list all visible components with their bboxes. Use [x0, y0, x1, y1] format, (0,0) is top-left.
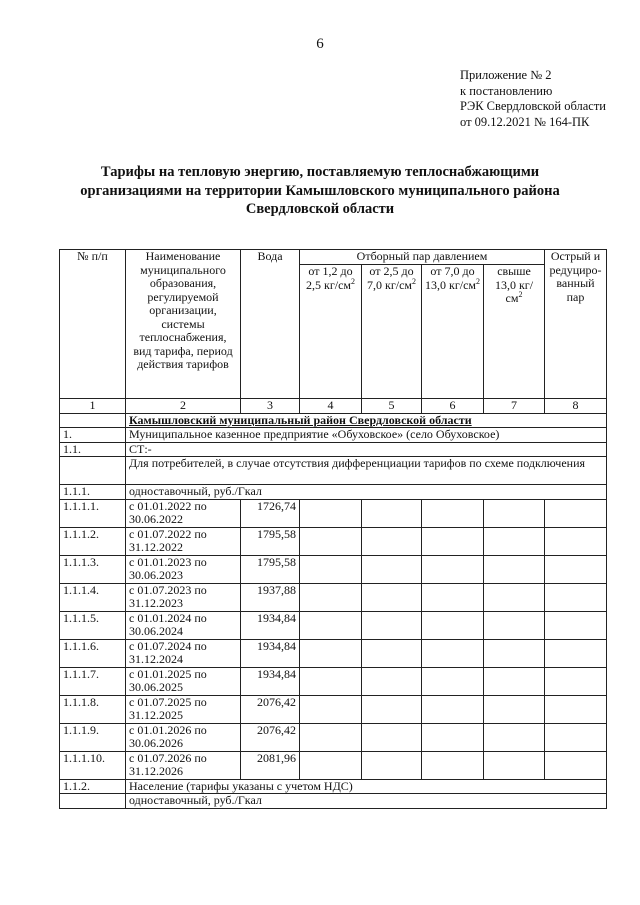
appendix-line: Приложение № 2 — [460, 68, 552, 82]
steam-tariff-2 — [362, 527, 422, 555]
steam-tariff-1 — [300, 639, 362, 667]
population-tariff-row — [60, 794, 607, 809]
org-name: Муниципальное казенное предприятие «Обуховское» (село Обуховское) — [126, 428, 607, 443]
period-row — [60, 555, 607, 583]
steam-tariff-1 — [300, 751, 362, 779]
period-row — [60, 639, 607, 667]
column-number-row — [60, 399, 607, 414]
water-tariff: 1795,58 — [241, 555, 300, 583]
period-range: с 01.01.2022 по 30.06.2022 — [126, 499, 241, 527]
sharp-steam-tariff — [545, 723, 607, 751]
title-line: Тарифы на тепловую энергию, поставляемую теплоснабжающими — [100, 164, 540, 180]
water-tariff: 1795,58 — [241, 527, 300, 555]
period-range: с 01.01.2024 по 30.06.2024 — [126, 611, 241, 639]
steam-tariff-3 — [422, 611, 484, 639]
header-pressure-2: от 2,5 до 7,0 $кг/см^2$ — [362, 265, 422, 399]
period-range: с 01.07.2024 по 31.12.2024 — [126, 639, 241, 667]
steam-tariff-3 — [422, 555, 484, 583]
period-range: с 01.07.2025 по 31.12.2025 — [126, 695, 241, 723]
population-name: Население (тарифы указаны с учетом НДС) — [126, 779, 607, 794]
consumers-text: Для потребителей, в случае отсутствия дифференциации тарифов по схеме подключения — [126, 457, 607, 485]
tariff-type-num: 1.1.1. — [60, 485, 126, 500]
steam-tariff-4 — [484, 499, 545, 527]
steam-tariff-4 — [484, 639, 545, 667]
steam-tariff-2 — [362, 499, 422, 527]
water-tariff: 1937,88 — [241, 583, 300, 611]
appendix-line: РЭК Свердловской области — [460, 99, 606, 113]
appendix-line: к постановлению — [460, 83, 553, 98]
sharp-steam-tariff — [545, 667, 607, 695]
appendix-block — [460, 68, 606, 130]
water-tariff: 1934,84 — [241, 667, 300, 695]
steam-tariff-1 — [300, 555, 362, 583]
period-num: 1.1.1.9. — [60, 723, 126, 751]
header-sharp-steam: Острый и редуциро-ванный пар — [545, 250, 607, 399]
period-range: с 01.01.2026 по 30.06.2026 — [126, 723, 241, 751]
header-num: № п/п — [60, 250, 126, 399]
steam-tariff-2 — [362, 751, 422, 779]
tariff-type-row — [60, 485, 607, 500]
header-steam-group: Отборный пар давлением — [300, 250, 545, 265]
water-tariff: 1934,84 — [241, 611, 300, 639]
period-num: 1.1.1.8. — [60, 695, 126, 723]
period-row — [60, 751, 607, 779]
period-range: с 01.07.2023 по 31.12.2023 — [126, 583, 241, 611]
col-number: 4 — [300, 399, 362, 414]
col-number: 6 — [422, 399, 484, 414]
steam-tariff-1 — [300, 527, 362, 555]
water-tariff: 2076,42 — [241, 723, 300, 751]
steam-tariff-3 — [422, 499, 484, 527]
steam-tariff-1 — [300, 695, 362, 723]
header-name: Наименование муниципального образования, регулируемой организации, системы теплоснабжения, вид тарифа, период действия тарифов — [126, 250, 241, 399]
period-row — [60, 499, 607, 527]
steam-tariff-1 — [300, 611, 362, 639]
period-num: 1.1.1.1. — [60, 499, 126, 527]
steam-tariff-1 — [300, 667, 362, 695]
period-range: с 01.07.2022 по 31.12.2022 — [126, 527, 241, 555]
region-row — [60, 413, 607, 428]
steam-tariff-2 — [362, 583, 422, 611]
steam-tariff-1 — [300, 583, 362, 611]
period-num: 1.1.1.7. — [60, 667, 126, 695]
period-row — [60, 583, 607, 611]
header-row — [60, 250, 607, 265]
sharp-steam-tariff — [545, 611, 607, 639]
water-tariff: 2081,96 — [241, 751, 300, 779]
water-tariff: 2076,42 — [241, 695, 300, 723]
steam-tariff-3 — [422, 667, 484, 695]
org-num: 1. — [60, 428, 126, 443]
steam-tariff-4 — [484, 555, 545, 583]
period-num: 1.1.1.6. — [60, 639, 126, 667]
steam-tariff-4 — [484, 667, 545, 695]
period-num: 1.1.1.10. — [60, 751, 126, 779]
col-number: 3 — [241, 399, 300, 414]
page-number: 6 — [316, 36, 324, 52]
col-number: 8 — [545, 399, 607, 414]
col-number: 5 — [362, 399, 422, 414]
period-row — [60, 667, 607, 695]
col-number: 7 — [484, 399, 545, 414]
title-line: Свердловской области — [245, 201, 395, 217]
steam-tariff-4 — [484, 751, 545, 779]
col-number: 1 — [60, 399, 126, 414]
steam-tariff-2 — [362, 639, 422, 667]
population-tariff-name: одноставочный, руб./Гкал — [126, 794, 607, 809]
period-num: 1.1.1.4. — [60, 583, 126, 611]
steam-tariff-3 — [422, 751, 484, 779]
period-range: с 01.01.2023 по 30.06.2023 — [126, 555, 241, 583]
sharp-steam-tariff — [545, 695, 607, 723]
region-num — [60, 413, 126, 428]
steam-tariff-2 — [362, 667, 422, 695]
steam-tariff-2 — [362, 695, 422, 723]
tariff-type-name: одноставочный, руб./Гкал — [126, 485, 607, 500]
steam-tariff-4 — [484, 583, 545, 611]
period-row — [60, 695, 607, 723]
document-title — [70, 163, 570, 219]
region-name: Камышловский муниципальный район Свердловской области — [126, 413, 607, 428]
steam-tariff-4 — [484, 695, 545, 723]
system-row — [60, 442, 607, 457]
steam-tariff-3 — [422, 583, 484, 611]
steam-tariff-4 — [484, 723, 545, 751]
steam-tariff-2 — [362, 611, 422, 639]
population-row — [60, 779, 607, 794]
steam-tariff-3 — [422, 639, 484, 667]
steam-tariff-2 — [362, 555, 422, 583]
population-tariff-num — [60, 794, 126, 809]
period-range: с 01.07.2026 по 31.12.2026 — [126, 751, 241, 779]
sharp-steam-tariff — [545, 751, 607, 779]
period-num: 1.1.1.2. — [60, 527, 126, 555]
consumers-num — [60, 457, 126, 485]
header-pressure-4: свыше 13,0 $кг/см^2$ — [484, 265, 545, 399]
water-tariff: 1726,74 — [241, 499, 300, 527]
header-pressure-1: от 1,2 до 2,5 $кг/см^2$ — [300, 265, 362, 399]
sharp-steam-tariff — [545, 639, 607, 667]
period-range: с 01.01.2025 по 30.06.2025 — [126, 667, 241, 695]
period-num: 1.1.1.5. — [60, 611, 126, 639]
consumers-row — [60, 457, 607, 485]
period-row — [60, 527, 607, 555]
header-pressure-3: от 7,0 до 13,0 $кг/см^2$ — [422, 265, 484, 399]
steam-tariff-2 — [362, 723, 422, 751]
population-num: 1.1.2. — [60, 779, 126, 794]
system-name: СТ:- — [126, 442, 607, 457]
steam-tariff-1 — [300, 723, 362, 751]
sharp-steam-tariff — [545, 583, 607, 611]
water-tariff: 1934,84 — [241, 639, 300, 667]
sharp-steam-tariff — [545, 555, 607, 583]
period-row — [60, 611, 607, 639]
header-water: Вода — [241, 250, 300, 399]
steam-tariff-3 — [422, 723, 484, 751]
title-line: организациями на территории Камышловского муниципального района — [80, 182, 560, 199]
sharp-steam-tariff — [545, 527, 607, 555]
tariff-table — [59, 249, 607, 809]
steam-tariff-4 — [484, 611, 545, 639]
steam-tariff-1 — [300, 499, 362, 527]
steam-tariff-3 — [422, 695, 484, 723]
sharp-steam-tariff — [545, 499, 607, 527]
period-row — [60, 723, 607, 751]
steam-tariff-4 — [484, 527, 545, 555]
col-number: 2 — [126, 399, 241, 414]
org-row — [60, 428, 607, 443]
period-num: 1.1.1.3. — [60, 555, 126, 583]
system-num: 1.1. — [60, 442, 126, 457]
appendix-line: от 09.12.2021 № 164-ПК — [460, 114, 590, 129]
steam-tariff-3 — [422, 527, 484, 555]
